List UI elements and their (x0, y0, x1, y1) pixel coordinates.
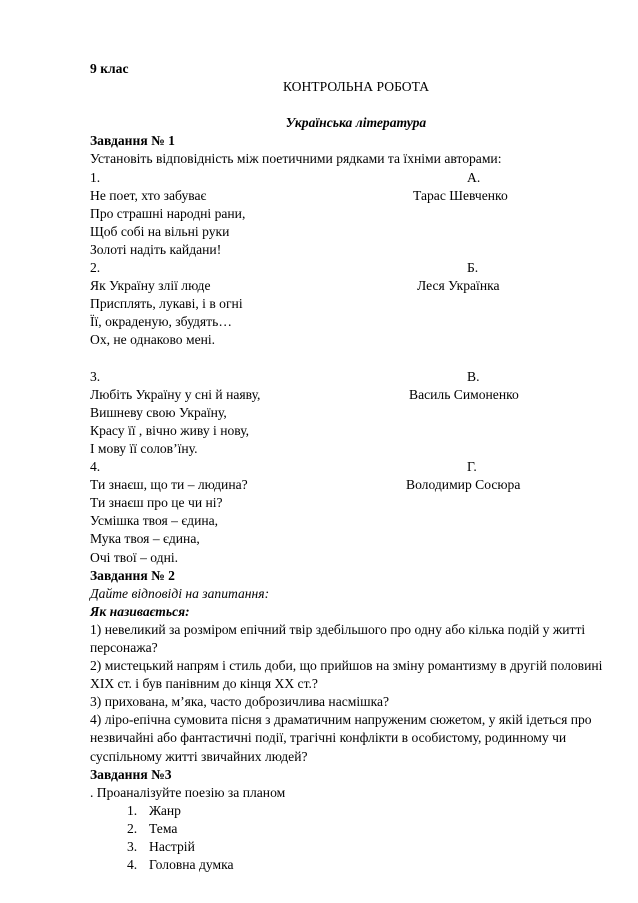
poem2-line4: Ох, не однаково мені. (90, 332, 216, 348)
plan-item (127, 802, 610, 820)
plan-item-label: Головна думка (149, 857, 234, 873)
poem4-number: 4. (90, 459, 101, 475)
task3-heading: Завдання №3 (90, 766, 172, 782)
poem1-header (90, 169, 610, 187)
task2-question-lead: Як називається: (90, 603, 190, 619)
task2-heading: Завдання № 2 (90, 567, 175, 583)
grade-label: 9 клас (90, 61, 129, 76)
poem4-author: Володимир Сосюра (406, 477, 521, 493)
plan-item-number: 1. (127, 802, 138, 818)
poem3-line3: Красу її , вічно живу і нову, (90, 422, 250, 438)
poem1-line1: Не поет, хто забуває (90, 187, 207, 203)
poem1-author: Тарас Шевченко (413, 187, 508, 203)
document-page (90, 60, 610, 874)
document-title: КОНТРОЛЬНА РОБОТА (282, 79, 430, 95)
poem4-line3: Усмішка твоя – єдина, (90, 513, 219, 529)
task3-instruction: . Проаналізуйте поезію за планом (90, 784, 286, 800)
plan-item-number: 3. (127, 839, 138, 855)
poem2-line1-row (90, 277, 610, 295)
poem4-letter: Г. (467, 459, 477, 475)
poem4-line4: Мука твоя – єдина, (90, 531, 200, 547)
poem3-number: 3. (90, 368, 101, 384)
task2-instruction: Дайте відповіді на запитання: (90, 585, 270, 601)
poem1-line4: Золоті надіть кайдани! (90, 241, 222, 257)
poem2-line1: Як Україну злії люде (90, 278, 211, 294)
poem4-line1: Ти знаєш, що ти – людина? (90, 477, 248, 493)
task2-item-4: 4) ліро-епічна сумовита пісня з драматичним напруженим сюжетом, у якій ідеться про незвичайні або фантастичні події, трагічні конфлікти в особистому, родинному чи суспільному житті звичайних людей? (90, 712, 592, 764)
poem3-line1: Любіть Україну у сні й наяву, (90, 386, 261, 402)
poem4-line5: Очі твої – одні. (90, 549, 179, 565)
poem1-line1-row (90, 187, 610, 205)
poem1-line2: Про страшні народні рани, (90, 205, 246, 221)
poem1-number: 1. (90, 169, 101, 185)
poem4-header (90, 458, 610, 476)
poem3-line1-row (90, 386, 610, 404)
plan-item (127, 856, 610, 874)
task1-instruction: Установіть відповідність між поетичними рядками та їхніми авторами: (90, 151, 502, 167)
task2-item-2: 2) мистецький напрям і стиль доби, що прийшов на зміну романтизму в другій половині ХІХ ст. і був панівним до кінця ХХ ст.? (90, 658, 603, 692)
poem2-line2: Присплять, лукаві, і в огні (90, 296, 243, 312)
subject-title: Українська література (285, 115, 427, 131)
poem4-line1-row (90, 476, 610, 494)
analysis-plan-list (90, 802, 610, 874)
poem2-letter: Б. (467, 260, 479, 276)
poem2-line3: Її, окраденую, збудять… (90, 314, 232, 330)
poem4-line2: Ти знаєш про це чи ні? (90, 495, 223, 511)
poem3-line2: Вишневу свою Україну, (90, 404, 227, 420)
task1-heading: Завдання № 1 (90, 133, 175, 149)
plan-item-label: Жанр (149, 802, 181, 818)
poem1-letter: А. (467, 169, 481, 185)
poem3-line4: І мову її солов’їну. (90, 440, 198, 456)
poem2-header (90, 259, 610, 277)
task2-item-1: 1) невеликий за розміром епічний твір здебільшого про одну або кілька подій у житті персонажа? (90, 621, 586, 655)
poem3-author: Василь Симоненко (409, 386, 519, 402)
plan-item (127, 820, 610, 838)
poem2-author: Леся Українка (417, 278, 500, 294)
poem1-line3: Щоб собі на вільні руки (90, 223, 230, 239)
plan-item-label: Тема (149, 820, 178, 836)
poem3-header (90, 368, 610, 386)
plan-item-number: 4. (127, 857, 138, 873)
task2-item-3: 3) прихована, м’яка, часто доброзичлива насмішка? (90, 694, 390, 710)
plan-item-number: 2. (127, 820, 138, 836)
poem3-letter: В. (467, 368, 480, 384)
plan-item-label: Настрій (149, 839, 195, 855)
poem2-number: 2. (90, 260, 101, 276)
plan-item (127, 838, 610, 856)
